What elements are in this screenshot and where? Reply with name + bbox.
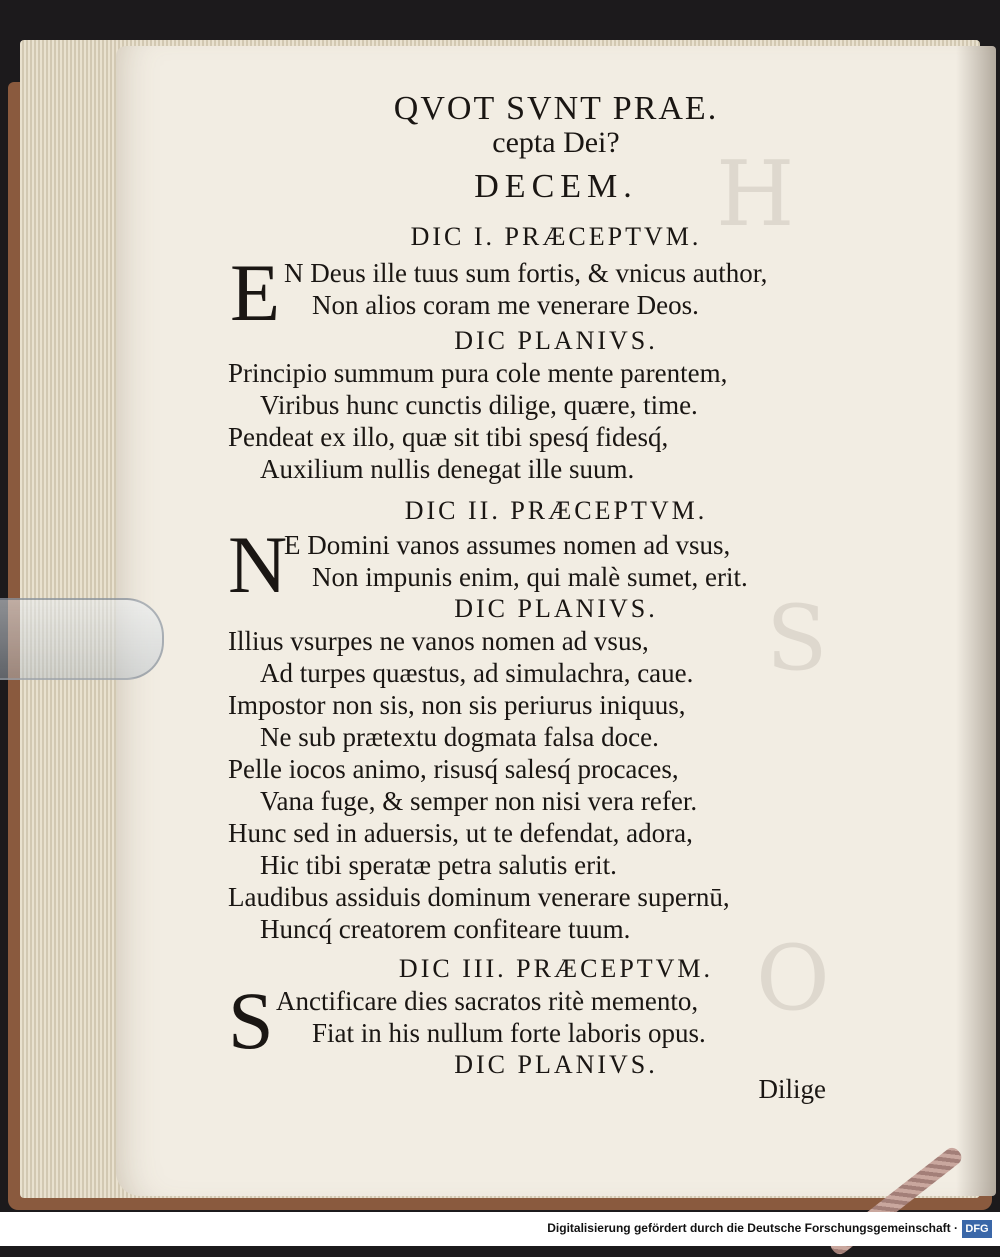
bleed-through: O (756, 926, 830, 1031)
verse-line: Pelle iocos animo, risusq́ salesq́ procaces, (228, 754, 679, 784)
verse-line: Non alios coram me venerare Deos. (312, 290, 699, 320)
planius-heading: DIC PLANIVS. (454, 326, 658, 355)
page-title: QVOT SVNT PRAE. (393, 90, 719, 127)
verse-line: Impostor non sis, non sis periurus iniquus, (228, 690, 686, 720)
verse-line: Fiat in his nullum forte laboris opus. (312, 1018, 706, 1048)
page-edges (20, 40, 980, 1198)
planius-heading: DIC PLANIVS. (454, 594, 658, 623)
section-heading: DIC III. PRÆCEPTVM. (398, 954, 714, 983)
book-page (116, 46, 996, 1196)
page-title-continued: cepta Dei? (492, 126, 620, 159)
bleed-through: H (716, 142, 795, 247)
verse-line: Hic tibi speratæ petra salutis erit. (260, 850, 617, 880)
dfg-logo-icon: DFG (962, 1220, 992, 1238)
planius-heading: DIC PLANIVS. (454, 1050, 658, 1079)
verse-line: Vana fuge, & semper non nisi vera refer. (260, 786, 698, 816)
verse-line: N Deus ille tuus sum fortis, & vnicus author, (284, 258, 768, 288)
catchword: Dilige (758, 1074, 826, 1104)
verse-line: Anctificare dies sacratos ritè memento, (276, 986, 699, 1016)
verse-line: Illius vsurpes ne vanos nomen ad vsus, (228, 626, 649, 656)
footer-bar (0, 1212, 1000, 1246)
verse-line: E Domini vanos assumes nomen ad vsus, (284, 530, 731, 560)
verse-line: Huncq́ creatorem confiteare tuum. (260, 914, 631, 944)
drop-cap: S (228, 975, 274, 1066)
glass-page-weight (0, 598, 164, 680)
verse-line: Ad turpes quæstus, ad simulachra, caue. (260, 658, 694, 688)
verse-line: Auxilium nullis denegat ille suum. (260, 454, 635, 484)
drop-cap: E (230, 247, 281, 338)
verse-line: Pendeat ex illo, quæ sit tibi spesq́ fidesq́, (228, 422, 669, 452)
section-heading: DIC I. PRÆCEPTVM. (410, 222, 702, 251)
verse-line: Principio summum pura cole mente parentem, (228, 358, 728, 388)
section-heading: DIC II. PRÆCEPTVM. (404, 496, 708, 525)
verse-line: Non impunis enim, qui malè sumet, erit. (312, 562, 748, 592)
heading-decem: DECEM. (474, 168, 638, 205)
drop-cap: N (228, 519, 288, 610)
verse-line: Ne sub prætextu dogmata falsa doce. (260, 722, 659, 752)
bleed-through: S (766, 586, 828, 691)
funding-credit: Digitalisierung gefördert durch die Deutsche Forschungsgemeinschaft · (547, 1221, 958, 1235)
verse-line: Laudibus assiduis dominum venerare supernū, (228, 882, 730, 912)
verse-line: Hunc sed in aduersis, ut te defendat, adora, (228, 818, 693, 848)
verse-line: Viribus hunc cunctis dilige, quære, time. (260, 390, 698, 420)
